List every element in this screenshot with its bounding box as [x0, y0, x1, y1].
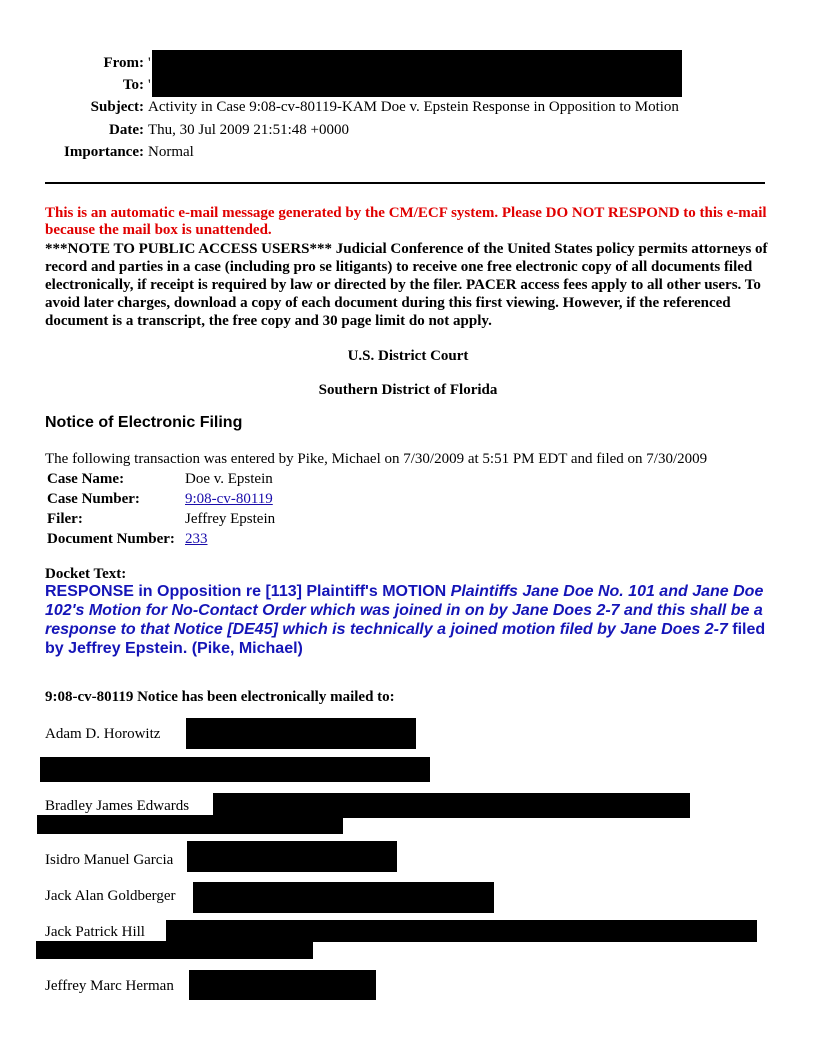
- mailed-heading: 9:08-cv-80119 Notice has been electronically mailed to:: [45, 689, 395, 705]
- case-name-value: Doe v. Epstein: [185, 471, 273, 487]
- subject-value: Activity in Case 9:08-cv-80119-KAM Doe v. Epstein Response in Opposition to Motion: [148, 99, 679, 115]
- document-number-link[interactable]: 233: [185, 531, 208, 547]
- redaction-email: [193, 882, 494, 913]
- auto-email-warning: This is an automatic e-mail message generated by the CM/ECF system. Please DO NOT RESPOND to this e-mail because the mail box is unattended.: [45, 205, 767, 238]
- docket-text: [45, 582, 780, 658]
- recipient-name: Isidro Manuel Garcia: [45, 852, 174, 868]
- recipient-name: Jeffrey Marc Herman: [45, 978, 174, 994]
- docket-text-part3: filed by Jeffrey Epstein. (Pike, Michael): [45, 621, 766, 657]
- recipient-name: Jack Patrick Hill: [45, 924, 145, 940]
- docket-text-label: Docket Text:: [45, 566, 127, 582]
- redaction-email: [166, 920, 757, 942]
- document-number-label: Document Number:: [47, 531, 175, 547]
- redaction-email: [36, 941, 313, 959]
- docket-text-part1: RESPONSE in Opposition re [113] Plaintiff's MOTION: [45, 583, 451, 600]
- redaction-email: [187, 841, 397, 872]
- date-label: Date:: [109, 122, 144, 138]
- from-value: ': [148, 55, 151, 71]
- redaction-email: [189, 970, 376, 1000]
- court-name: U.S. District Court: [347, 348, 469, 364]
- redaction-email: [40, 757, 430, 782]
- recipient-name: Bradley James Edwards: [45, 798, 190, 814]
- importance-label: Importance:: [64, 144, 144, 160]
- nef-title: Notice of Electronic Filing: [45, 414, 243, 431]
- date-value: Thu, 30 Jul 2009 21:51:48 +0000: [148, 122, 349, 138]
- redaction-email: [186, 718, 416, 749]
- to-value: ': [148, 77, 151, 93]
- case-number-label: Case Number:: [47, 491, 140, 507]
- district-name: Southern District of Florida: [318, 382, 498, 398]
- subject-label: Subject:: [90, 99, 144, 115]
- filer-label: Filer:: [47, 511, 83, 527]
- docket-text-motion-title: Plaintiffs Jane Doe No. 101 and Jane Doe 102's Motion for No-Contact Order which was joined in on by Jane Does 2-7 and this shall be a response to that Notice [DE45] which is technically a joined motion filed by Jane Does 2-7: [45, 583, 764, 638]
- to-label: To:: [122, 77, 144, 93]
- from-label: From:: [103, 55, 144, 71]
- recipient-name: Jack Alan Goldberger: [45, 888, 176, 904]
- redaction-email: [37, 815, 343, 834]
- case-number-link[interactable]: 9:08-cv-80119: [185, 491, 273, 507]
- importance-value: Normal: [148, 144, 194, 160]
- public-access-note: ***NOTE TO PUBLIC ACCESS USERS*** Judicial Conference of the United States policy permits attorneys of record and parties in a case (including pro se litigants) to receive one free electronic copy of all documents filed electronically, if receipt is required by law or directed by the filer. PACER access fees apply to all other users. To avoid later charges, download a copy of each document during this first viewing. However, if the referenced document is a transcript, the free copy and 30 page limit do not apply.: [45, 241, 768, 329]
- redaction-from-to: [152, 50, 682, 97]
- header-divider: [45, 182, 765, 184]
- transaction-line: The following transaction was entered by Pike, Michael on 7/30/2009 at 5:51 PM EDT and filed on 7/30/2009: [45, 451, 708, 467]
- recipient-name: Adam D. Horowitz: [45, 726, 161, 742]
- case-name-label: Case Name:: [47, 471, 125, 487]
- filer-value: Jeffrey Epstein: [185, 511, 276, 527]
